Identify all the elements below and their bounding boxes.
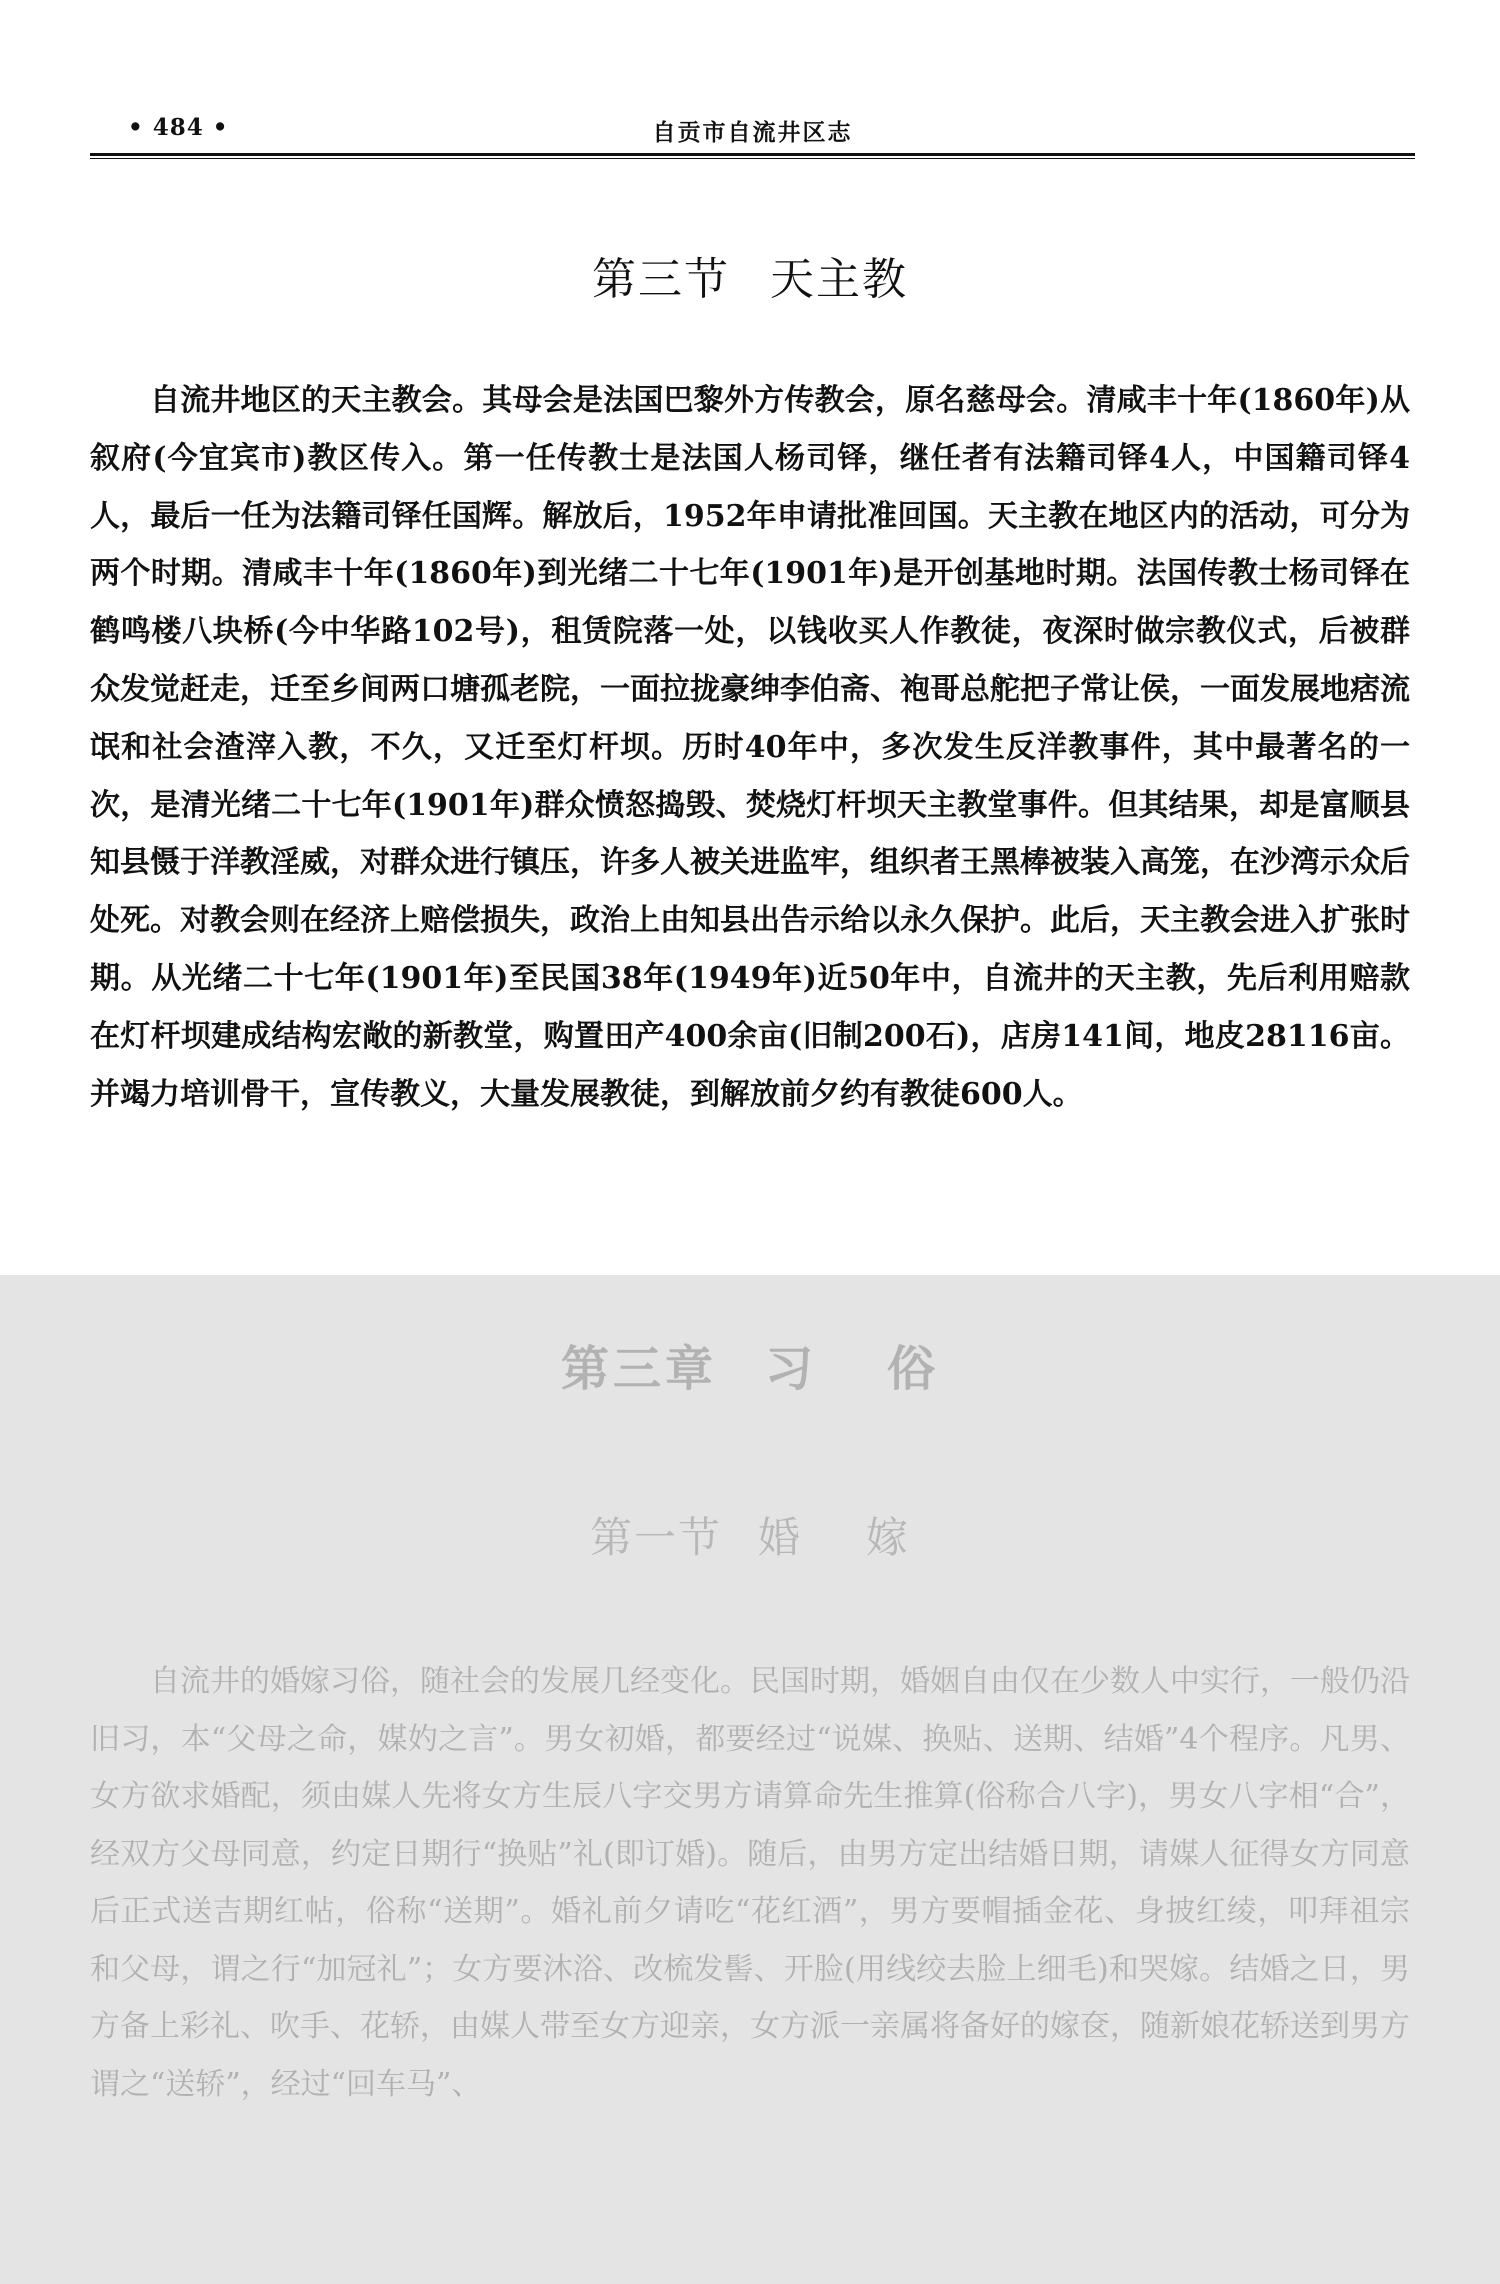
body-paragraph: 自流井地区的天主教会。其母会是法国巴黎外方传教会，原名慈母会。清咸丰十年(1860年)从叙府(今宜宾市)教区传入。第一任传教士是法国人杨司铎，继任者有法籍司铎4人，中国籍司铎4人，最后一任为法籍司铎任国辉。解放后，1952年申请批准回国。天主教在地区内的活动，可分为两个时期。清咸丰十年(1860年)到光绪二十七年(1901年)是开创基地时期。法国传教士杨司铎在鹤鸣楼八块桥(今中华路102号)，租赁院落一处，以钱收买人作教徒，夜深时做宗教仪式，后被群众发觉赶走，迁至乡间两口塘孤老院，一面拉拢豪绅李伯斋、袍哥总舵把子常让侯，一面发展地痞流氓和社会渣滓入教，不久，又迁至灯杆坝。历时40年中，多次发生反洋教事件，其中最著名的一次，是清光绪二十七年(1901年)群众愤怒捣毁、焚烧灯杆坝天主教堂事件。但其结果，却是富顺县知县慑于洋教淫威，对群众进行镇压，许多人被关进监牢，组织者王黑棒被装入高笼，在沙湾示众后处死。对教会则在经济上赔偿损失，政治上由知县出告示给以永久保护。此后，天主教会进入扩张时期。从光绪二十七年(1901年)至民国38年(1949年)近50年中，自流井的天主教，先后利用赔款在灯杆坝建成结构宏敞的新教堂，购置田产400余亩(旧制200石)，店房141间，地皮28116亩。并竭力培训骨干，宣传教义，大量发展教徒，到解放前夕约有教徒600人。 (90, 383, 1410, 1112)
running-title: 自贡市自流井区志 (652, 119, 853, 146)
section-number: 第三节 (592, 254, 730, 305)
header-rule (90, 153, 1415, 159)
section-title: 天主教 (770, 254, 908, 305)
chapter-title-part1: 习 (764, 1341, 817, 1397)
faded-paragraph: 自流井的婚嫁习俗，随社会的发展几经变化。民国时期，婚姻自由仅在少数人中实行，一般仍沿旧习，本“父母之命，媒妁之言”。男女初婚，都要经过“说媒、换贴、送期、结婚”4个程序。凡男、女方欲求婚配，须由媒人先将女方生辰八字交男方请算命先生推算(俗称合八字)，男女八字相“合”，经双方父母同意，约定日期行“换贴”礼(即订婚)。随后，由男方定出结婚日期，请媒人征得女方同意后正式送吉期红帖，俗称“送期”。婚礼前夕请吃“花红酒”，男方要帽插金花、身披红绫，叩拜祖宗和父母，谓之行“加冠礼”；女方要沐浴、改梳发髻、开脸(用线绞去脸上细毛)和哭嫁。结婚之日，男方备上彩礼、吹手、花轿，由媒人带至女方迎亲，女方派一亲属将备好的嫁奁，随新娘花轿送到男方谓之“送轿”，经过“回车马”、 (90, 1664, 1410, 2102)
subsection-title-part2: 嫁 (866, 1513, 911, 1562)
subsection-heading (0, 1505, 1500, 1565)
chapter-number: 第三章 (560, 1341, 717, 1397)
subsection-number: 第一节 (589, 1513, 722, 1562)
chapter-heading (0, 1330, 1500, 1399)
faded-region (0, 1275, 1500, 2284)
page-number: • 484 • (128, 114, 229, 141)
subsection-title-part1: 婚 (757, 1513, 802, 1562)
section-heading (0, 243, 1500, 307)
chapter-title-part2: 俗 (887, 1341, 940, 1397)
page-header (90, 108, 1415, 152)
